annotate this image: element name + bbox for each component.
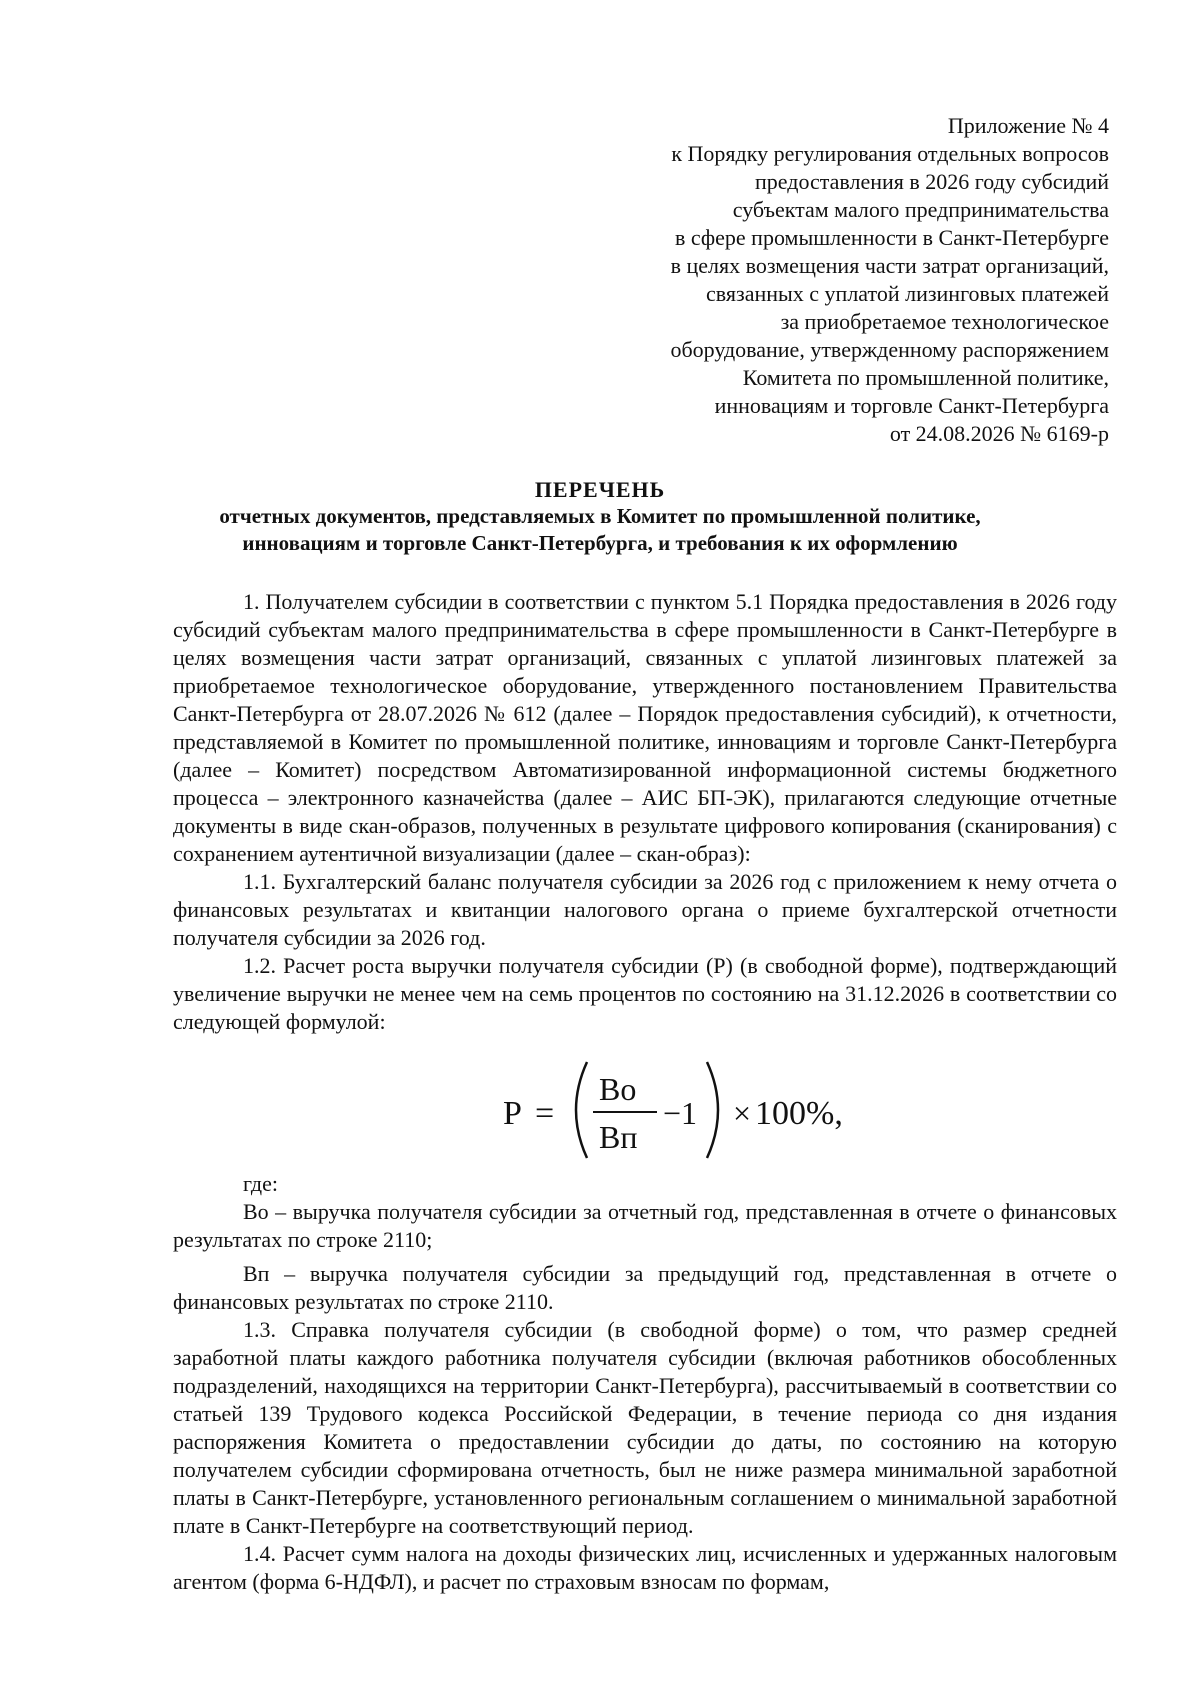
paragraph-1: 1. Получателем субсидии в соответствии с пунктом 5.1 Порядка предоставления в 2026 году субсидий субъектам малого предпринимательства в сфере промышленности в Санкт-Петербурге в целях возмещения части затрат организаций, связанных с уплатой лизинговых платежей за приобретаемое технологическое оборудование, утвержденного постановлением Правительства Санкт-Петербурга от 28.07.2026 № 612 (далее – Порядок предоставления субсидий), к отчетности, представляемой в Комитет по промышленной политике, инновациям и торговле Санкт-Петербурга (далее – Комитет) посредством Автоматизированной информационной системы бюджетного процесса – электронного казначейства (далее – АИС БП-ЭК), прилагаются следующие отчетные документы в виде скан-образов, полученных в результате цифрового копирования (сканирования) с сохранением аутентичной визуализации (далее – скан-образ):: [173, 589, 1117, 866]
heading-line: инновациям и торговле Санкт-Петербурга, и требования к их оформлению: [242, 531, 958, 555]
heading-title: ПЕРЕЧЕНЬ: [534, 477, 666, 502]
paragraph-1-1: 1.1. Бухгалтерский баланс получателя субсидии за 2026 год с приложением к нему отчета о финансовых результатах и квитанции налогового органа о приеме бухгалтерской отчетности получателя субсидии за 2026 год.: [173, 869, 1117, 950]
document-heading: [150, 476, 1050, 557]
paragraph-1-2: 1.2. Расчет роста выручки получателя субсидии (Р) (в свободной форме), подтверждающий увеличение выручки не менее чем на семь процентов по состоянию на 31.12.2026 в соответствии со следующей формулой:: [173, 953, 1117, 1034]
appendix-line: предоставления в 2026 году субсидий: [755, 169, 1109, 194]
appendix-line: субъектам малого предпринимательства: [732, 197, 1109, 222]
formula-numerator: Во: [599, 1071, 637, 1107]
formula-minus-one: −1: [663, 1095, 698, 1131]
left-paren: [576, 1062, 587, 1158]
appendix-line: инновациям и торговле Санкт-Петербурга: [714, 393, 1109, 418]
heading-line: отчетных документов, представляемых в Комитет по промышленной политике,: [219, 504, 981, 528]
appendix-header: [549, 112, 1109, 448]
formula-lhs: Р: [503, 1095, 522, 1132]
right-paren: [707, 1062, 718, 1158]
definition-vo: Во – выручка получателя субсидии за отчетный год, представленная в отчете о финансовых результатах по строке 2110;: [173, 1199, 1117, 1252]
paragraph-1-4: 1.4. Расчет сумм налога на доходы физических лиц, исчисленных и удержанных налоговым агентом (форма 6-НДФЛ), и расчет по страховым взносам по формам,: [173, 1541, 1117, 1594]
formula-graphic: [173, 1054, 1117, 1166]
formula-percent: 100%,: [755, 1095, 843, 1132]
where-label: где:: [243, 1171, 278, 1196]
appendix-line: за приобретаемое технологическое: [780, 309, 1109, 334]
appendix-line: связанных с уплатой лизинговых платежей: [706, 281, 1109, 306]
appendix-line: оборудование, утвержденному распоряжением: [670, 337, 1109, 362]
definition-vp: Вп – выручка получателя субсидии за предыдущий год, представленная в отчете о финансовых результатах по строке 2110.: [173, 1261, 1117, 1314]
paragraph-1-3: 1.3. Справка получателя субсидии (в свободной форме) о том, что размер средней заработной платы каждого работника получателя субсидии (включая работников обособленных подразделений, находящихся на территории Санкт-Петербурга), рассчитываемый в соответствии со статьей 139 Трудового кодекса Российской Федерации, в течение периода со дня издания распоряжения Комитета о предоставлении субсидии до даты, по состоянию на которую получателем субсидии сформирована отчетность, был не ниже размера минимальной заработной платы в Санкт-Петербурге, установленного региональным соглашением о минимальной заработной плате в Санкт-Петербурге на соответствующий период.: [173, 1317, 1117, 1538]
revenue-growth-formula: [173, 1054, 1117, 1166]
formula-denominator: Вп: [599, 1119, 638, 1155]
formula-times: ×: [733, 1095, 752, 1131]
formula-equals: =: [535, 1095, 555, 1132]
appendix-line: Приложение № 4: [947, 113, 1109, 138]
appendix-line: к Порядку регулирования отдельных вопросов: [671, 141, 1109, 166]
appendix-line: от 24.08.2026 № 6169-р: [889, 421, 1109, 446]
appendix-line: Комитета по промышленной политике,: [742, 365, 1109, 390]
document-body: [173, 588, 1117, 1596]
appendix-line: в сфере промышленности в Санкт-Петербурге: [674, 225, 1109, 250]
appendix-line: в целях возмещения части затрат организаций,: [670, 253, 1109, 278]
